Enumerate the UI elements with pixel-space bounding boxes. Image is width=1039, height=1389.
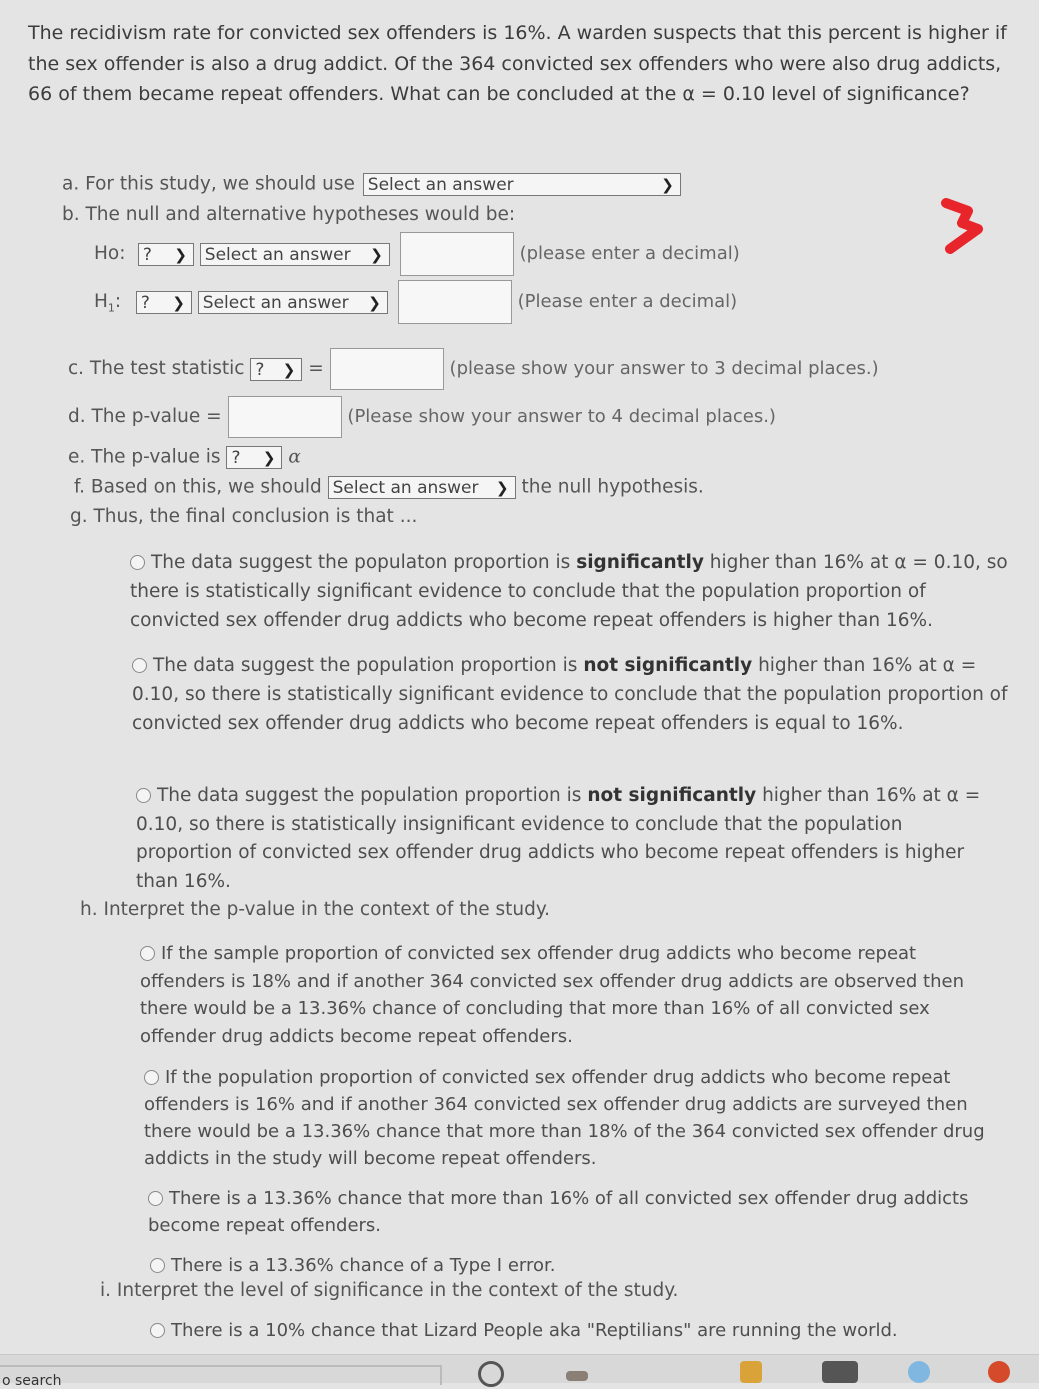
h0-label: Ho:: [94, 243, 126, 264]
alt-hypothesis-row: [94, 280, 737, 324]
radio-button[interactable]: [148, 1191, 163, 1206]
question-f: [74, 476, 704, 499]
handwritten-annotation-mark: [938, 195, 988, 255]
question-d: [68, 396, 776, 438]
edge-icon[interactable]: [908, 1361, 930, 1383]
radio-button[interactable]: [140, 946, 155, 961]
h1-label: $H_1$:: [94, 291, 122, 315]
radio-button[interactable]: [150, 1258, 165, 1273]
chevron-down-icon: ❯: [174, 245, 187, 264]
equals-sign: =: [308, 358, 324, 379]
question-h-label: h. Interpret the p-value in the context of the study.: [80, 899, 551, 920]
taskbar: [0, 1354, 1039, 1389]
problem-statement: The recidivism rate for convicted sex offenders is 16%. A warden suspects that this percent is higher if the sex offender is also a drug addict. Of the 364 convicted sex offenders who were also drug addicts, 66 of them became repeat offenders. What can be concluded at the α = 0.10 level of significance?: [28, 22, 1007, 105]
h0-hint: (please enter a decimal): [519, 243, 740, 264]
task-view-icon[interactable]: [566, 1371, 588, 1381]
chevron-down-icon: ❯: [368, 293, 381, 312]
conclusion-option-1[interactable]: The data suggest the populaton proportion is significantly higher than 16% at α = 0.10, so there is statistically significant evidence to conclude that the population proportion of convicted sex offender drug addicts who become repeat offenders is higher than 16%.: [130, 552, 1008, 631]
p-value-compare-select[interactable]: ? ❯: [226, 446, 282, 469]
chevron-down-icon: ❯: [370, 245, 383, 264]
radio-button[interactable]: [144, 1070, 159, 1085]
decision-select[interactable]: Select an answer ❯: [328, 476, 516, 499]
question-e-label: e. The p-value is: [68, 446, 221, 468]
question-a-label: a. For this study, we should use: [62, 173, 355, 195]
significance-option-1[interactable]: There is a 10% chance that Lizard People aka "Reptilians" are running the world.: [150, 1316, 1010, 1345]
h1-value-input[interactable]: [398, 280, 512, 324]
interpretation-option-3[interactable]: There is a 13.36% chance that more than 16% of all convicted sex offender drug addicts become repeat offenders.: [148, 1188, 969, 1236]
cortana-icon[interactable]: [478, 1361, 504, 1387]
interpretation-option-2[interactable]: If the population proportion of convicted sex offender drug addicts who become repeat offenders is 16% and if another 364 convicted sex offender drug addicts are surveyed then there would be a 13.36% chance that more than 18% of the 364 convicted sex offender drug addicts in the study will become repeat offenders.: [144, 1067, 985, 1169]
radio-button[interactable]: [150, 1323, 165, 1338]
chevron-down-icon: ❯: [262, 449, 276, 467]
store-icon[interactable]: [822, 1361, 858, 1383]
h1-hint: (Please enter a decimal): [517, 291, 738, 312]
h0-parameter-select[interactable]: Select an answer ❯: [200, 243, 390, 266]
test-statistic-select[interactable]: ? ❯: [250, 358, 302, 381]
radio-button[interactable]: [132, 658, 147, 673]
question-a: [62, 173, 681, 196]
question-b-label: b. The null and alternative hypotheses would be:: [62, 204, 516, 225]
interpretation-option-4[interactable]: There is a 13.36% chance of a Type I error.: [150, 1251, 970, 1280]
test-statistic-hint: (please show your answer to 3 decimal places.): [449, 358, 879, 379]
question-c: [68, 348, 879, 390]
p-value-hint: (Please show your answer to 4 decimal places.): [347, 406, 776, 427]
question-e: [68, 446, 301, 469]
conclusion-option-2[interactable]: The data suggest the population proportion is not significantly higher than 16% at α = 0.10, so there is statistically significant evidence to conclude that the population proportion of convicted sex offender drug addicts who become repeat offenders is equal to 16%.: [132, 655, 1008, 734]
question-f-suffix: the null hypothesis.: [521, 476, 704, 498]
h0-value-input[interactable]: [400, 232, 514, 276]
conclusion-option-3[interactable]: The data suggest the population proportion is not significantly higher than 16% at α = 0.10, so there is statistically insignificant evidence to conclude that the population proportion of convicted sex offender drug addicts who become repeat offenders is higher than 16%.: [136, 785, 981, 892]
h1-parameter-select[interactable]: Select an answer ❯: [198, 291, 388, 314]
null-hypothesis-row: [94, 232, 740, 276]
question-d-label: d. The p-value =: [68, 406, 222, 427]
h0-symbol-select[interactable]: ? ❯: [138, 243, 194, 266]
question-i-label: i. Interpret the level of significance in the context of the study.: [100, 1280, 679, 1301]
question-f-label: f. Based on this, we should: [74, 476, 322, 498]
chevron-down-icon: ❯: [172, 293, 185, 312]
radio-button[interactable]: [130, 555, 145, 570]
alpha-symbol: α: [288, 446, 301, 468]
taskbar-search[interactable]: o search: [0, 1365, 442, 1385]
p-value-input[interactable]: [228, 396, 342, 438]
h1-symbol-select[interactable]: ? ❯: [136, 291, 192, 314]
radio-button[interactable]: [136, 788, 151, 803]
test-statistic-input[interactable]: [330, 348, 444, 390]
chevron-down-icon: ❯: [661, 176, 674, 194]
folder-icon[interactable]: [740, 1361, 762, 1383]
chevron-down-icon: ❯: [496, 479, 509, 497]
interpretation-option-1[interactable]: If the sample proportion of convicted sex offender drug addicts who become repeat offenders is 18% and if another 364 convicted sex offender drug addicts are observed then there would be a 13.36% chance of concluding that more than 16% of all convicted sex offender drug addicts become repeat offenders.: [140, 943, 965, 1047]
chevron-down-icon: ❯: [282, 360, 296, 379]
browser-icon[interactable]: [988, 1361, 1010, 1383]
question-c-label: c. The test statistic: [68, 358, 245, 379]
question-g-label: g. Thus, the final conclusion is that ...: [70, 506, 418, 527]
study-type-select[interactable]: Select an answer ❯: [363, 173, 681, 196]
